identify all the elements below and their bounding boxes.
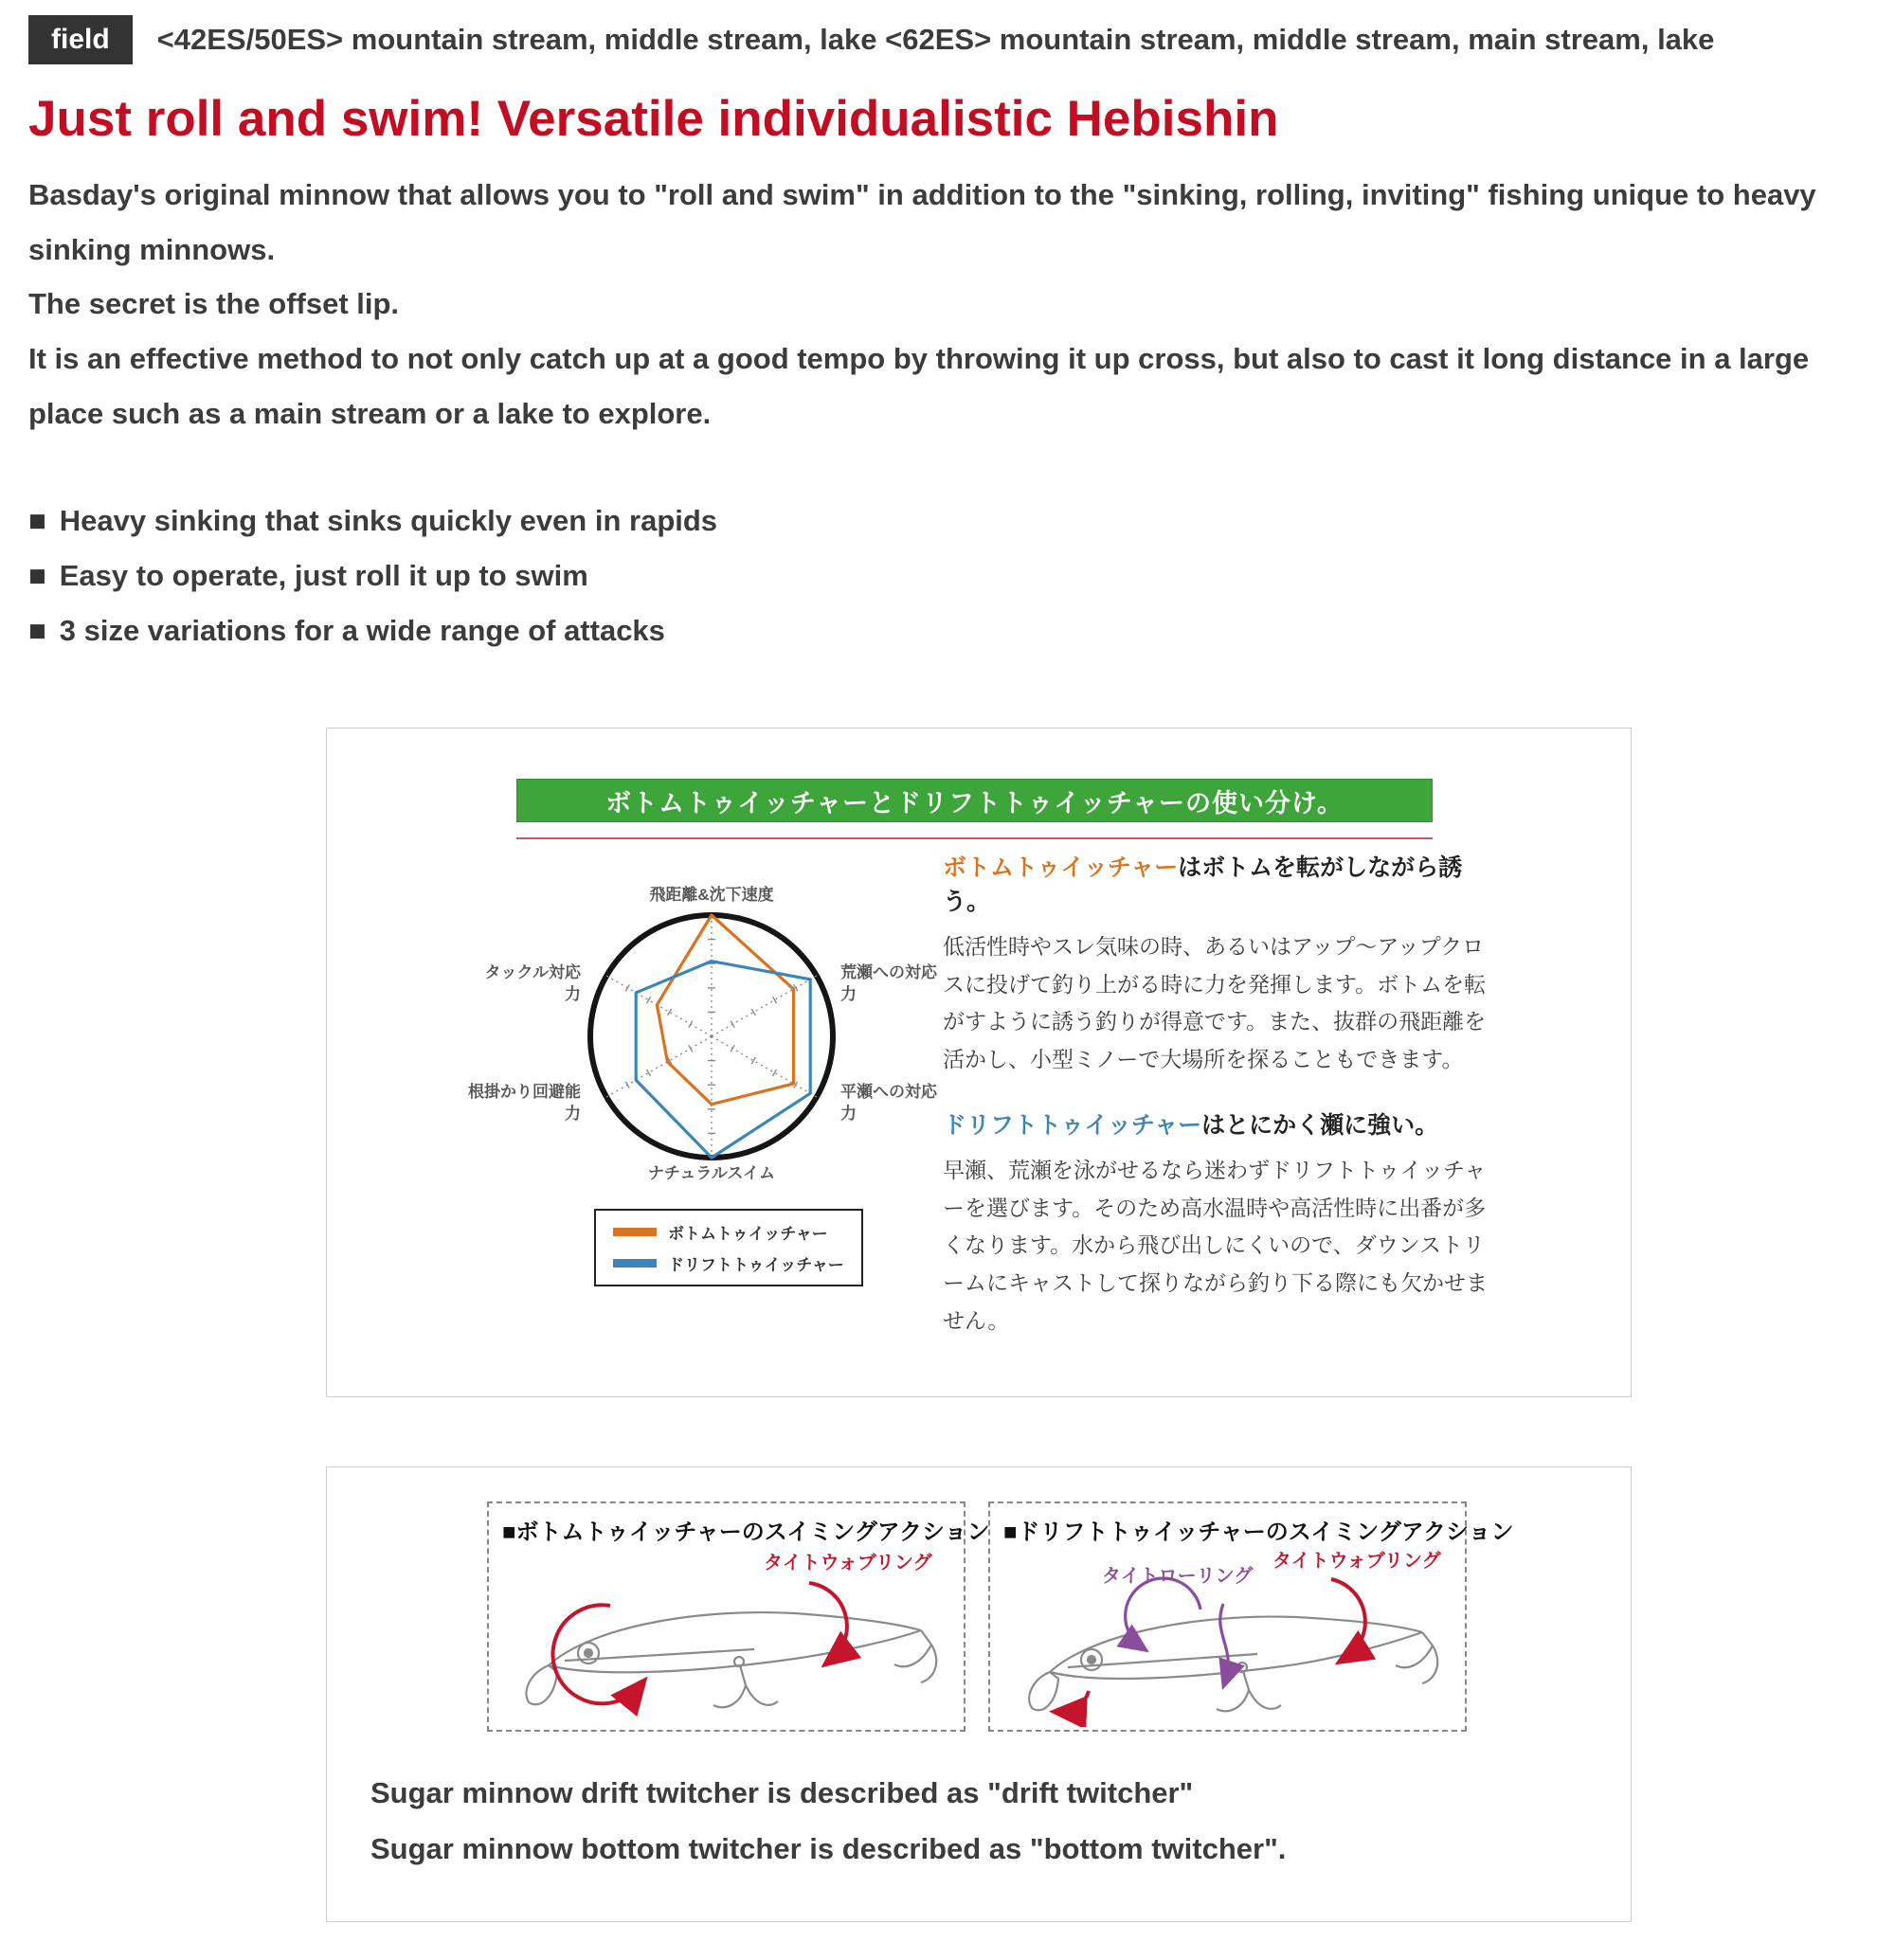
radar-axis-label: 根掛かり回避能力	[468, 1083, 581, 1124]
field-text: <42ES/50ES> mountain stream, middle stream, lake <62ES> mountain stream, middle stream, main stream, lake	[156, 23, 1715, 56]
usage-comparison-panel	[326, 728, 1632, 1397]
bottom-twitcher-body: 低活性時やスレ気味の時、あるいはアップ～アップクロスに投げて釣り上がる時に力を発揮します。ボトムを転がすように誘う釣りが得意です。また、抜群の飛距離を活かし、小型ミノーで大場所を探ることもできます。	[943, 934, 1487, 1071]
feature-text: 3 size variations for a wide range of attacks	[59, 613, 665, 647]
feature-item	[28, 494, 1867, 548]
intro-paragraphs	[28, 168, 1867, 441]
usage-panel-title: ボトムトゥイッチャーとドリフトトゥイッチャーの使い分け。	[516, 779, 1433, 822]
legend-swatch	[613, 1259, 657, 1268]
field-row	[28, 15, 1867, 64]
usage-panel-body	[327, 847, 1631, 1368]
naming-note-2: Sugar minnow bottom twitcher is described as "bottom twitcher".	[370, 1832, 1287, 1865]
legend-swatch	[613, 1228, 657, 1236]
radar-axis-label: タックル対応力	[484, 963, 581, 1004]
bullet-square-icon	[28, 548, 46, 603]
drift-twitcher-action-box	[988, 1501, 1514, 1732]
bottom-twitcher-action-box	[487, 1501, 990, 1732]
legend-item	[613, 1251, 844, 1275]
title-underline	[516, 837, 1433, 839]
action-diagram-row	[487, 1501, 1631, 1732]
swimming-action-panel	[326, 1466, 1632, 1922]
radar-chart	[412, 847, 943, 1340]
drift-twitcher-name: ドリフトトゥイッチャー	[943, 1112, 1202, 1140]
tight-wobbling-label: タイトウォブリング	[764, 1553, 932, 1574]
legend-item	[613, 1220, 844, 1244]
page-title: Just roll and swim! Versatile individualistic Hebishin	[28, 91, 1279, 147]
naming-notes	[370, 1766, 1631, 1878]
bottom-twitcher-tagline: はボトムを転がしながら誘う。	[943, 854, 1463, 916]
bottom-twitcher-heading	[943, 849, 1492, 917]
feature-text: Heavy sinking that sinks quickly even in rapids	[59, 504, 718, 538]
intro-paragraph-2: The secret is the offset lip.	[28, 287, 400, 321]
drift-twitcher-heading	[943, 1106, 1492, 1141]
bullet-square-icon	[28, 603, 46, 658]
drift-twitcher-tagline: はとにかく瀬に強い。	[1201, 1112, 1439, 1140]
twitcher-explanations	[943, 847, 1492, 1368]
radar-legend	[594, 1209, 863, 1286]
feature-item	[28, 548, 1867, 603]
radar-axis-label: ナチュラルスイム	[647, 1164, 776, 1183]
bottom-twitcher-action-caption: ■ボトムトゥイッチャーのスイミングアクション	[502, 1519, 990, 1546]
bullet-square-icon	[28, 494, 46, 548]
radar-axis-label: 飛距離&沈下速度	[649, 886, 774, 905]
intro-paragraph-1: Basday's original minnow that allows you to "roll and swim" in addition to the "sinking, rolling, inviting" fishing unique to heavy sinking minnows.	[28, 177, 1816, 266]
feature-item	[28, 603, 1867, 658]
bottom-twitcher-lure-illustration	[496, 1566, 951, 1727]
intro-paragraph-3: It is an effective method to not only catch up at a good tempo by throwing it up cross, but also to cast it long distance in a large place such as a main stream or a lake to explore.	[28, 341, 1810, 430]
legend-label: ドリフトトゥイッチャー	[668, 1256, 844, 1275]
feature-text: Easy to operate, just roll it up to swim	[59, 558, 588, 592]
naming-note-1: Sugar minnow drift twitcher is described as "drift twitcher"	[370, 1776, 1194, 1810]
legend-label: ボトムトゥイッチャー	[668, 1225, 828, 1244]
drift-twitcher-lure-illustration	[998, 1566, 1453, 1727]
feature-list	[28, 494, 1867, 657]
drift-twitcher-action-caption: ■ドリフトトゥイッチャーのスイミングアクション	[1003, 1519, 1514, 1546]
bottom-twitcher-name: ボトムトゥイッチャー	[943, 854, 1179, 882]
radar-axis-label: 荒瀬への対応力	[840, 963, 937, 1004]
drift-twitcher-body: 早瀬、荒瀬を泳がせるなら迷わずドリフトトゥイッチャーを選びます。そのため高水温時や高活性時に出番が多くなります。水から飛び出しにくいので、ダウンストリームにキャストして探りながら釣り下る際にも欠かせません。	[943, 1158, 1488, 1333]
tight-rolling-label: タイトローリング	[1102, 1566, 1254, 1588]
tight-wobbling-label: タイトウォブリング	[1272, 1551, 1441, 1573]
radar-axis-label: 平瀬への対応力	[840, 1083, 937, 1124]
field-badge: field	[28, 15, 133, 64]
